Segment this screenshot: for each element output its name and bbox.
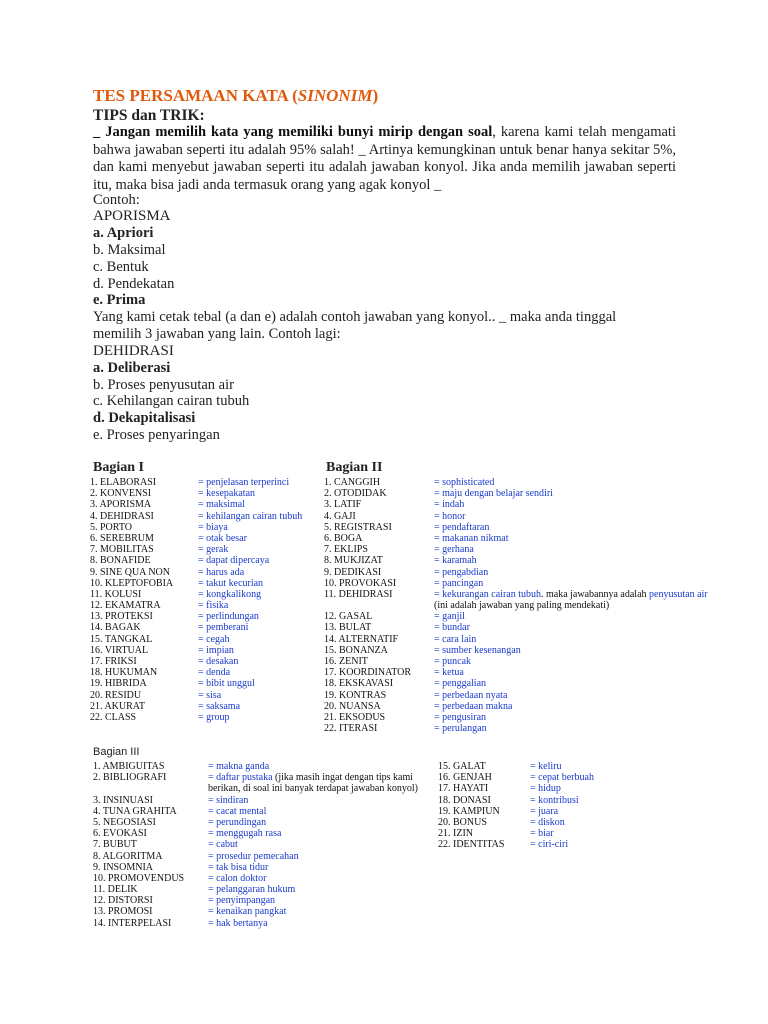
synonym-text: = cegah (198, 633, 230, 645)
synonym (208, 884, 295, 895)
note-text: (jika masih ingat dengan tips kami (272, 772, 414, 784)
term: 10. KLEPTOFOBIA (90, 577, 174, 589)
list-item (90, 611, 320, 622)
synonym (434, 522, 489, 533)
synonym (208, 817, 266, 828)
list-item (90, 600, 320, 611)
note-row (324, 600, 724, 611)
example-label: Contoh: (93, 192, 140, 208)
tips-heading: TIPS dan TRIK: (93, 107, 205, 124)
intro-bold-warning: _ Jangan memilih kata yang memiliki bunyi mirip dengan soal (93, 124, 493, 140)
term: 9. SINE QUA NON (90, 566, 170, 578)
term: 7. BUBUT (93, 839, 137, 851)
synonym-text: = bibit unggul (198, 678, 255, 690)
synonym (208, 772, 413, 783)
synonym-text: = ciri-ciri (530, 839, 569, 851)
term: 4. TUNA GRAHITA (93, 805, 177, 817)
synonym-text: = pengusiran (434, 711, 487, 723)
synonym-text: = denda (198, 667, 231, 679)
synonym (434, 477, 494, 488)
synonym (434, 488, 553, 499)
synonym-text: = makanan nikmat (434, 532, 509, 544)
list-item (90, 634, 320, 645)
example1-option-b: b. Maksimal (93, 242, 166, 258)
synonym-text: = gerhana (434, 544, 474, 556)
example2-option-d: d. Dekapitalisasi (93, 410, 196, 426)
list-item (90, 678, 320, 689)
synonym (198, 701, 240, 712)
synonym (198, 690, 221, 701)
example1-question: APORISMA (93, 208, 171, 224)
synonym-text: = karamah (434, 555, 477, 567)
term: 21. AKURAT (90, 700, 146, 712)
list-item (324, 544, 724, 555)
synonym-text: = maksimal (198, 499, 246, 511)
list-item (438, 783, 668, 794)
term: 11. DELIK (93, 884, 138, 896)
term: 20. RESIDU (90, 689, 142, 701)
term: 10. PROMOVENDUS (93, 872, 185, 884)
term: 3. LATIF (324, 499, 362, 511)
list-item (93, 906, 433, 917)
list-item (90, 589, 320, 600)
synonym-text: = kontribusi (530, 794, 579, 806)
bagian3-list-right (438, 761, 668, 851)
term: 16. VIRTUAL (90, 644, 149, 656)
synonym (434, 555, 477, 566)
synonym (198, 555, 269, 566)
note-answer: penyusutan air (649, 588, 708, 600)
synonym-text: = dapat dipercaya (198, 555, 270, 567)
term: 3. INSINUASI (93, 794, 153, 806)
term: 7. MOBILITAS (90, 544, 154, 556)
term: 11. DEHIDRASI (324, 588, 393, 600)
synonym (198, 645, 234, 656)
list-item (324, 578, 724, 589)
synonym-text: = kongkalikong (198, 588, 262, 600)
bagian2-list (324, 477, 724, 734)
term: 1. AMBIGUITAS (93, 761, 165, 772)
term: 13. BULAT (324, 622, 372, 634)
list-item (90, 656, 320, 667)
list-item (93, 884, 433, 895)
synonym-text: = pelanggaran hukum (208, 884, 296, 896)
synonym-text: = maju dengan belajar sendiri (434, 488, 553, 500)
list-item (90, 544, 320, 555)
synonym-text: = sisa (198, 689, 222, 701)
term: 5. REGISTRASI (324, 521, 392, 533)
synonym (434, 611, 465, 622)
synonym (530, 783, 561, 794)
list-item (438, 761, 668, 772)
list-item (93, 817, 433, 828)
synonym (434, 578, 483, 589)
synonym-text: = perundingan (208, 816, 267, 828)
term: 22. CLASS (90, 711, 137, 723)
example1-option-a: a. Apriori (93, 225, 154, 241)
term: 12. GASAL (324, 611, 373, 623)
synonym-text: = penyimpangan (208, 895, 276, 907)
synonym-text: = otak besar (198, 532, 247, 544)
term: 7. EKLIPS (324, 544, 368, 556)
synonym-text: = pancingan (434, 577, 484, 589)
synonym-text: = kesepakatan (198, 488, 256, 500)
list-item (324, 555, 724, 566)
list-item (438, 806, 668, 817)
synonym-text: = penggalian (434, 678, 487, 690)
list-item (90, 533, 320, 544)
synonym-text: = perlindungan (198, 611, 259, 623)
synonym-text: = menggugah rasa (208, 828, 282, 840)
term: 15. TANGKAL (90, 633, 153, 645)
term: 16. ZENIT (324, 656, 368, 667)
synonym-text: = cabut (208, 839, 238, 851)
synonym (208, 918, 268, 929)
list-item (324, 701, 724, 712)
synonym (434, 533, 509, 544)
list-item (90, 690, 320, 701)
term: 9. INSOMNIA (93, 861, 153, 873)
synonym (198, 511, 302, 522)
list-item (438, 839, 668, 850)
synonym (530, 828, 554, 839)
intro-text: , karena kami telah mengamati bahwa jawaban seperti itu adalah 95% salah! _ Artinya kemungkinan untuk benar hanya sekitar 5%, dan kami menyebut jawaban seperti itu adalah jawaban konyol. Jika anda memilih jawaban seperti itu, maka bisa jadi anda termasuk orang yang agak konyol _ (93, 124, 676, 193)
synonym-text: = penjelasan terperinci (198, 477, 290, 488)
note-text: . maka jawabannya adalah (541, 588, 650, 600)
synonym-text: = tak bisa tidur (208, 861, 269, 873)
synonym-text: = perbedaan makna (434, 700, 513, 712)
term: 11. KOLUSI (90, 588, 142, 600)
synonym (434, 701, 512, 712)
term: 14. BAGAK (90, 622, 141, 634)
list-item (324, 589, 724, 600)
synonym-text: = daftar pustaka (208, 772, 273, 784)
synonym (530, 817, 565, 828)
synonym (198, 678, 255, 689)
list-item (90, 578, 320, 589)
synonym-text: = takut kecurian (198, 577, 264, 589)
synonym (198, 488, 255, 499)
synonym (208, 862, 268, 873)
example2-question: DEHIDRASI (93, 343, 174, 359)
list-item (90, 499, 320, 510)
list-item (324, 634, 724, 645)
list-item (438, 795, 668, 806)
list-item (93, 795, 433, 806)
note-text: berikan, di soal ini banyak terdapat jawaban konyol) (208, 783, 418, 795)
synonym-text: = sumber kesenangan (434, 644, 521, 656)
synonym (434, 667, 464, 678)
term: 20. BONUS (438, 816, 487, 828)
term: 14. INTERPELASI (93, 917, 172, 929)
synonym-text: = hidup (530, 783, 561, 795)
synonym (530, 839, 568, 850)
synonym-text: = desakan (198, 656, 239, 667)
term: 8. MUKJIZAT (324, 555, 383, 567)
explanation-line-2: memilih 3 jawaban yang lain. Contoh lagi: (93, 326, 341, 342)
synonym-text: = cacat mental (208, 805, 267, 817)
synonym (530, 761, 561, 772)
list-item (324, 567, 724, 578)
list-item (438, 772, 668, 783)
term: 21. IZIN (438, 828, 473, 840)
term: 4. GAJI (324, 510, 356, 522)
example2-option-a: a. Deliberasi (93, 360, 171, 376)
synonym-text: = harus ada (198, 566, 245, 578)
synonym-text: = biaya (198, 521, 228, 533)
synonym (208, 895, 275, 906)
term: 1. CANGGIH (324, 477, 381, 488)
synonym-text: = sindiran (208, 794, 249, 806)
synonym-text: = hak bertanya (208, 917, 268, 929)
term: 17. FRIKSI (90, 656, 137, 667)
term: 12. EKAMATRA (90, 600, 161, 612)
list-item (93, 772, 433, 783)
term: 13. PROTEKSI (90, 611, 153, 623)
list-item (93, 851, 433, 862)
term: 2. KONVENSI (90, 488, 152, 500)
list-item (90, 667, 320, 678)
term: 15. BONANZA (324, 644, 388, 656)
synonym-text: = kehilangan cairan tubuh (198, 510, 303, 522)
synonym-text: = pemberani (198, 622, 249, 634)
synonym (434, 567, 488, 578)
synonym (434, 712, 486, 723)
list-item (90, 712, 320, 723)
list-item (93, 873, 433, 884)
synonym (434, 678, 486, 689)
list-item (324, 690, 724, 701)
list-item (324, 645, 724, 656)
term: 5. NEGOSIASI (93, 816, 156, 828)
term: 14. ALTERNATIF (324, 633, 399, 645)
synonym (434, 690, 507, 701)
synonym-text: = diskon (530, 816, 565, 828)
term: 22. ITERASI (324, 723, 378, 735)
list-item (90, 622, 320, 633)
list-item (324, 667, 724, 678)
synonym (434, 656, 471, 667)
term: 10. PROVOKASI (324, 577, 397, 589)
list-item (93, 806, 433, 817)
synonym-text: = group (198, 711, 230, 723)
synonym (530, 806, 558, 817)
synonym (208, 906, 286, 917)
synonym-text: = bundar (434, 622, 470, 634)
synonym (198, 477, 289, 488)
list-item (90, 477, 320, 488)
synonym-text: = cara lain (434, 633, 477, 645)
synonym (198, 522, 228, 533)
bagian2-heading: Bagian II (326, 460, 383, 475)
synonym (208, 839, 238, 850)
list-item (324, 511, 724, 522)
example1-option-e: e. Prima (93, 292, 146, 308)
term: 4. DEHIDRASI (90, 510, 154, 522)
bagian3-heading: Bagian III (93, 746, 140, 758)
term: 17. HAYATI (438, 783, 489, 795)
term: 16. GENJAH (438, 772, 492, 784)
term: 1. ELABORASI (90, 477, 157, 488)
term: 8. BONAFIDE (90, 555, 151, 567)
synonym (198, 667, 230, 678)
synonym-text: = ganjil (434, 611, 465, 623)
synonym (434, 499, 464, 510)
term: 18. HUKUMAN (90, 667, 158, 679)
bagian1-list (90, 477, 320, 723)
synonym (434, 723, 487, 734)
list-item (324, 477, 724, 488)
term: 22. IDENTITAS (438, 839, 505, 851)
note-row (93, 783, 433, 794)
synonym (208, 795, 248, 806)
synonym-text: = keliru (530, 761, 562, 772)
synonym-text: = gerak (198, 544, 229, 556)
synonym (530, 772, 594, 783)
synonym-text: = saksama (198, 700, 241, 712)
list-item (324, 723, 724, 734)
term: 2. BIBLIOGRAFI (93, 772, 167, 784)
synonym (434, 589, 708, 600)
synonym (198, 622, 248, 633)
list-item (324, 712, 724, 723)
term: 13. PROMOSI (93, 906, 153, 918)
term: 18. EKSKAVASI (324, 678, 394, 690)
example1-option-c: c. Bentuk (93, 259, 149, 275)
synonym-text: = perulangan (434, 723, 487, 735)
term: 19. KAMPIUN (438, 805, 500, 817)
synonym (198, 611, 259, 622)
list-item (90, 511, 320, 522)
synonym (198, 533, 247, 544)
list-item (90, 555, 320, 566)
intro-paragraph (93, 124, 676, 194)
synonym-text: = prosedur pemecahan (208, 850, 299, 862)
list-item (438, 817, 668, 828)
term: 8. ALGORITMA (93, 850, 163, 862)
list-item (93, 828, 433, 839)
term: 12. DISTORSI (93, 895, 153, 907)
list-item (93, 761, 433, 772)
list-item (324, 499, 724, 510)
bagian3-list-left (93, 761, 433, 929)
list-item (90, 522, 320, 533)
synonym (208, 828, 281, 839)
synonym (530, 795, 579, 806)
example2-option-c: c. Kehilangan cairan tubuh (93, 393, 250, 409)
synonym (198, 589, 261, 600)
note-text: (ini adalah jawaban yang paling mendekati) (434, 600, 610, 612)
synonym (434, 544, 474, 555)
list-item (93, 918, 433, 929)
synonym-text: = ketua (434, 667, 464, 679)
synonym-text: = puncak (434, 656, 472, 667)
bagian1-heading: Bagian I (93, 460, 144, 475)
explanation-line-1: Yang kami cetak tebal (a dan e) adalah contoh jawaban yang konyol.. _ maka anda tinggal (93, 309, 617, 325)
synonym (434, 634, 476, 645)
synonym-text: = juara (530, 805, 559, 817)
term: 6. EVOKASI (93, 828, 147, 840)
example1-option-d: d. Pendekatan (93, 276, 175, 292)
list-item (90, 567, 320, 578)
list-item (90, 645, 320, 656)
synonym (208, 761, 269, 772)
term: 9. DEDIKASI (324, 566, 382, 578)
term: 19. KONTRAS (324, 689, 387, 701)
list-item (90, 701, 320, 712)
synonym (434, 511, 465, 522)
synonym (208, 806, 266, 817)
list-item (324, 522, 724, 533)
list-item (324, 656, 724, 667)
synonym (198, 634, 229, 645)
term: 3. APORISMA (90, 499, 152, 511)
term: 6. BOGA (324, 532, 363, 544)
synonym (434, 622, 470, 633)
synonym-text: = makna ganda (208, 761, 270, 772)
synonym (198, 499, 245, 510)
synonym (198, 600, 228, 611)
synonym-text: = perbedaan nyata (434, 689, 508, 701)
synonym-text: = kekurangan cairan tubuh (434, 588, 541, 600)
synonym-text: = fisika (198, 600, 229, 612)
list-item (93, 895, 433, 906)
term: 20. NUANSA (324, 700, 381, 712)
synonym-text: = honor (434, 510, 466, 522)
synonym (434, 645, 521, 656)
synonym-text: = kenaikan pangkat (208, 906, 287, 918)
synonym (208, 851, 299, 862)
term: 18. DONASI (438, 794, 491, 806)
term: 6. SEREBRUM (90, 532, 154, 544)
synonym-text: = pendaftaran (434, 521, 490, 533)
list-item (324, 488, 724, 499)
synonym (198, 712, 229, 723)
term: 19. HIBRIDA (90, 678, 147, 690)
example2-option-b: b. Proses penyusutan air (93, 377, 234, 393)
synonym-text: = cepat berbuah (530, 772, 594, 784)
synonym-text: = indah (434, 499, 465, 511)
list-item (324, 678, 724, 689)
list-item (93, 839, 433, 850)
list-item (438, 828, 668, 839)
term: 21. EKSODUS (324, 711, 386, 723)
term: 2. OTODIDAK (324, 488, 387, 500)
term: 15. GALAT (438, 761, 486, 772)
synonym-text: = biar (530, 828, 554, 840)
synonym-text: = sophisticated (434, 477, 495, 488)
synonym (208, 873, 266, 884)
synonym (198, 656, 238, 667)
list-item (324, 533, 724, 544)
document-title: TES PERSAMAAN KATA (SINONIM) (93, 86, 379, 105)
synonym-text: = impian (198, 644, 234, 656)
synonym-text: = pengabdian (434, 566, 489, 578)
term: 17. KOORDINATOR (324, 667, 412, 679)
list-item (324, 611, 724, 622)
list-item (324, 622, 724, 633)
synonym (198, 544, 228, 555)
list-item (90, 488, 320, 499)
synonym (198, 567, 244, 578)
synonym (198, 578, 263, 589)
synonym-text: = calon doktor (208, 872, 267, 884)
list-item (93, 862, 433, 873)
term: 5. PORTO (90, 521, 133, 533)
example2-option-e: e. Proses penyaringan (93, 427, 220, 443)
